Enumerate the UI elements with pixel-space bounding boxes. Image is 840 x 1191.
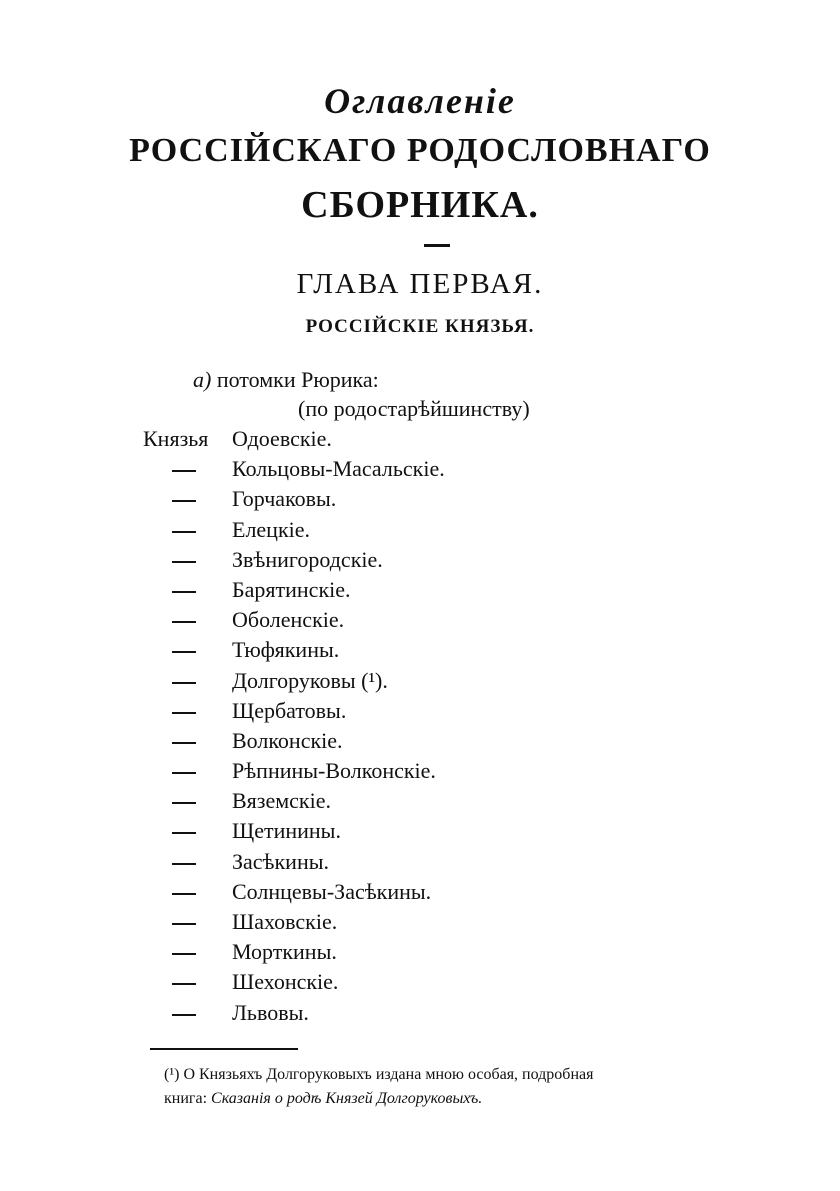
ditto-dash — [172, 591, 196, 593]
ditto-dash — [172, 561, 196, 563]
list-item — [0, 788, 840, 818]
list-item — [0, 698, 840, 728]
house-name: Щербатовы. — [232, 697, 347, 723]
list-item — [0, 577, 840, 607]
ditto-dash — [172, 470, 196, 472]
list-item — [0, 879, 840, 909]
house-name: Солнцевы-Засѣкины. — [232, 878, 432, 904]
ditto-dash — [172, 651, 196, 653]
ditto-dash — [172, 621, 196, 623]
ditto-dash — [172, 772, 196, 774]
section-intro-text: потомки Рюрика: — [216, 367, 379, 392]
footnote-line-2-prefix: книга: — [164, 1090, 208, 1107]
ditto-dash — [172, 1014, 196, 1016]
house-name: Рѣпнины-Волконскіе. — [232, 758, 436, 784]
house-name: Долгоруковы (¹). — [232, 667, 388, 693]
section-note: (по родостарѣйшинству) — [298, 396, 530, 421]
ditto-dash — [172, 953, 196, 955]
house-name: Шаховскіе. — [232, 909, 338, 934]
list-item — [0, 818, 840, 848]
house-name: Барятинскіе. — [232, 576, 351, 602]
house-name: Одоевскіе. — [232, 426, 332, 451]
house-name: Горчаковы. — [232, 486, 337, 512]
list-item — [0, 969, 840, 999]
ditto-dash — [172, 531, 196, 533]
list-item — [0, 456, 840, 486]
chapter-subtitle: РОССІЙСКІЕ КНЯЗЬЯ. — [305, 316, 535, 337]
ditto-dash — [172, 500, 196, 502]
ditto-dash — [172, 802, 196, 804]
ditto-dash — [172, 742, 196, 744]
list-item — [0, 728, 840, 758]
house-name: Волконскіе. — [232, 727, 343, 753]
house-name: Елецкіе. — [232, 516, 311, 542]
house-name: Кольцовы-Масальскіе. — [232, 456, 445, 482]
list-item — [0, 607, 840, 637]
ditto-dash — [172, 893, 196, 895]
list-item — [0, 909, 840, 939]
house-name: Шехонскіе. — [232, 969, 339, 995]
section-letter: а) — [193, 367, 212, 392]
house-name: Засѣкины. — [232, 848, 330, 874]
list-item — [0, 668, 840, 698]
ditto-dash — [172, 983, 196, 985]
list-item — [0, 939, 840, 969]
ditto-dash — [172, 863, 196, 865]
list-item — [0, 637, 840, 667]
house-name: Морткины. — [232, 939, 337, 965]
section-intro — [193, 367, 379, 393]
chapter-title: ГЛАВА ПЕРВАЯ. — [296, 268, 544, 300]
house-name: Тюфякины. — [232, 637, 340, 663]
house-name: Щетинины. — [232, 818, 341, 844]
list-item — [0, 758, 840, 788]
footnote — [164, 1063, 754, 1111]
house-name: Оболенскіе. — [232, 607, 345, 633]
list-item — [0, 517, 840, 547]
list-item — [0, 1000, 840, 1030]
footnote-line-2 — [164, 1087, 754, 1111]
ditto-dash — [172, 712, 196, 714]
ditto-dash — [172, 682, 196, 684]
title-line-3: СБОРНИКА. — [301, 184, 539, 226]
title-divider — [424, 244, 450, 247]
list-item — [0, 849, 840, 879]
list-prefix: Князья — [143, 426, 209, 451]
title-line-1: Оглавленіе — [324, 81, 516, 121]
princely-houses-list — [0, 426, 840, 1030]
title-line-2: РОССІЙСКАГО РОДОСЛОВНАГО — [129, 132, 711, 169]
footnote-line-1: (¹) О Князьяхъ Долгоруковыхъ издана мною особая, подробная — [164, 1066, 594, 1083]
list-item — [0, 547, 840, 577]
house-name: Звѣнигородскіе. — [232, 546, 383, 572]
list-item — [0, 486, 840, 516]
house-name: Вяземскіе. — [232, 788, 331, 814]
house-name: Львовы. — [232, 999, 309, 1025]
list-item — [0, 426, 840, 456]
ditto-dash — [172, 832, 196, 834]
ditto-dash — [172, 923, 196, 925]
footnote-rule — [150, 1048, 298, 1050]
footnote-book-title: Сказанія о родѣ Князей Долгоруковыхъ. — [211, 1090, 483, 1107]
